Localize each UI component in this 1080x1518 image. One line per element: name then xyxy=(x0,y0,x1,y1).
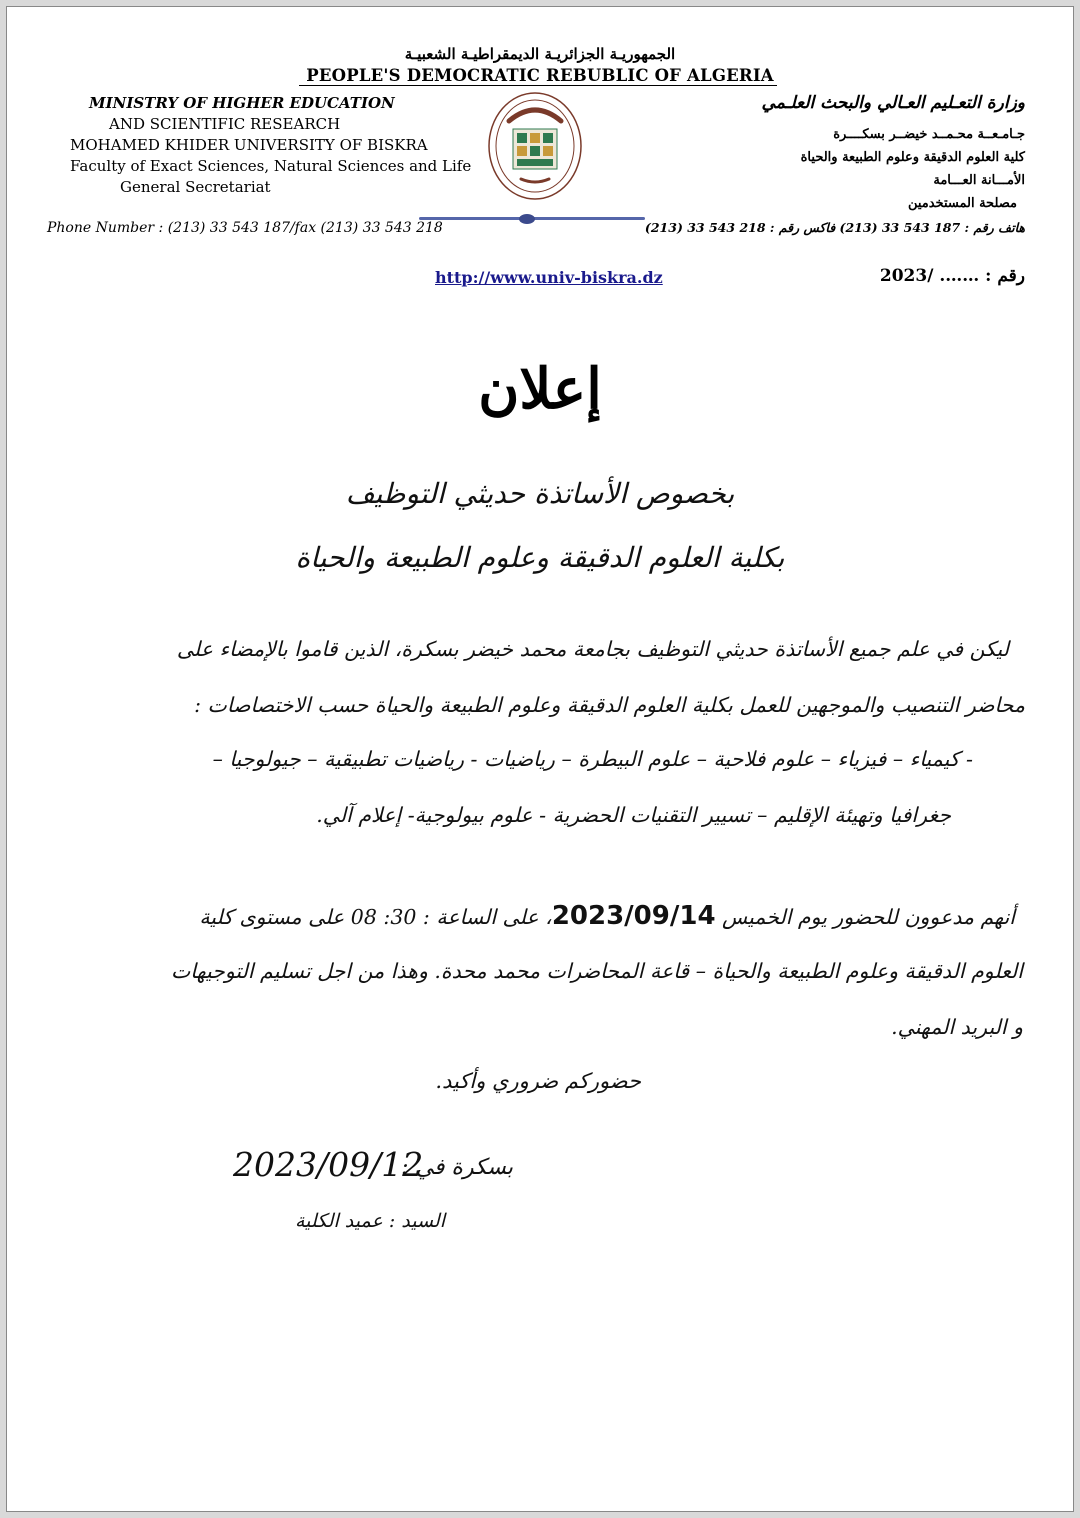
announcement-title: إعلان xyxy=(478,356,602,422)
invitation-text-a: أنهم مدعوون للحضور يوم الخميس xyxy=(715,905,1015,929)
header-underline xyxy=(299,85,777,86)
ministry-name-ar: وزارة التعـليم العـالي والبحث العلـمي xyxy=(761,93,1025,113)
place-label: بسكرة في : xyxy=(401,1155,513,1180)
invitation-text-b: ، على الساعة : 30: 08 على مستوى كلية xyxy=(199,905,552,929)
secretariat-en: General Secretariat xyxy=(120,178,271,196)
invitation-line-1 xyxy=(199,901,1015,931)
announcement-subtitle-1: بخصوص الأساتذة حديثي التوظيف xyxy=(345,477,735,510)
invitation-line-3: و البريد المهني. xyxy=(891,1015,1023,1039)
faculty-name-en: Faculty of Exact Sciences, Natural Sciences and Life xyxy=(70,157,472,175)
phone-fax-en: Phone Number : (213) 33 543 187/fax (213) 33 543 218 xyxy=(47,220,443,236)
body-line-2: محاضر التنصيب والموجهين للعمل بكلية العلوم الدقيقة وعلوم الطبيعة والحياة حسب الاختصاصات : xyxy=(194,693,1025,717)
ministry-name-en-2: AND SCIENTIFIC RESEARCH xyxy=(109,115,341,133)
phone-fax-ar: هاتف رقم : 187 543 33 (213) فاكس رقم : 218 543 33 (213) xyxy=(644,220,1025,235)
signatory-title: السيد : عميد الكلية xyxy=(294,1210,445,1232)
university-logo xyxy=(487,91,583,201)
university-name-en: MOHAMED KHIDER UNIVERSITY OF BISKRA xyxy=(70,136,428,154)
invitation-line-2: العلوم الدقيقة وعلوم الطبيعة والحياة – قاعة المحاضرات محمد محدة. وهذا من اجل تسليم التوجيهات xyxy=(170,959,1023,983)
specialties-line-2: جغرافيا وتهيئة الإقليم – تسيير التقنيات الحضرية - علوم بيولوجية- إعلام آلي. xyxy=(316,803,951,827)
arabic-republic-title: الجمهوريـة الجزائريـة الديمقراطيـة الشعبيـة xyxy=(404,45,676,63)
english-republic-title: PEOPLE'S DEMOCRATIC REBUBLIC OF ALGERIA xyxy=(306,66,774,85)
specialties-line-1: - كيمياء – فيزياء – علوم فلاحية – علوم البيطرة – رياضيات - رياضيات تطبيقية – جيولوجيا – xyxy=(212,747,973,771)
body-line-1: ليكن في علم جميع الأساتذة حديثي التوظيف بجامعة محمد خيضر بسكرة، الذين قاموا بالإمضاء على xyxy=(176,637,1009,661)
signature-date: 2023/09/12 xyxy=(233,1145,424,1184)
university-website-link[interactable]: http://www.univ-biskra.dz xyxy=(435,268,663,287)
personnel-service-ar: مصلحة المستخدمين xyxy=(907,196,1017,211)
announcement-subtitle-2: بكلية العلوم الدقيقة وعلوم الطبيعة والحياة xyxy=(295,541,785,574)
logo-divider-dot xyxy=(519,214,535,224)
secretariat-ar: الأمـــانة العـــامة xyxy=(933,173,1025,188)
university-name-ar: جـامـعــة محـمــد خيضــر بسكــــرة xyxy=(833,127,1025,142)
faculty-name-ar: كلية العلوم الدقيقة وعلوم الطبيعة والحياة xyxy=(800,150,1025,165)
document-page xyxy=(6,6,1074,1512)
ministry-name-en: MINISTRY OF HIGHER EDUCATION xyxy=(89,94,395,112)
closing-remark: حضوركم ضروري وأكيد. xyxy=(435,1069,641,1093)
reference-number: رقم : ……. /2023 xyxy=(879,266,1025,286)
meeting-date: 2023/09/14 xyxy=(551,901,716,931)
